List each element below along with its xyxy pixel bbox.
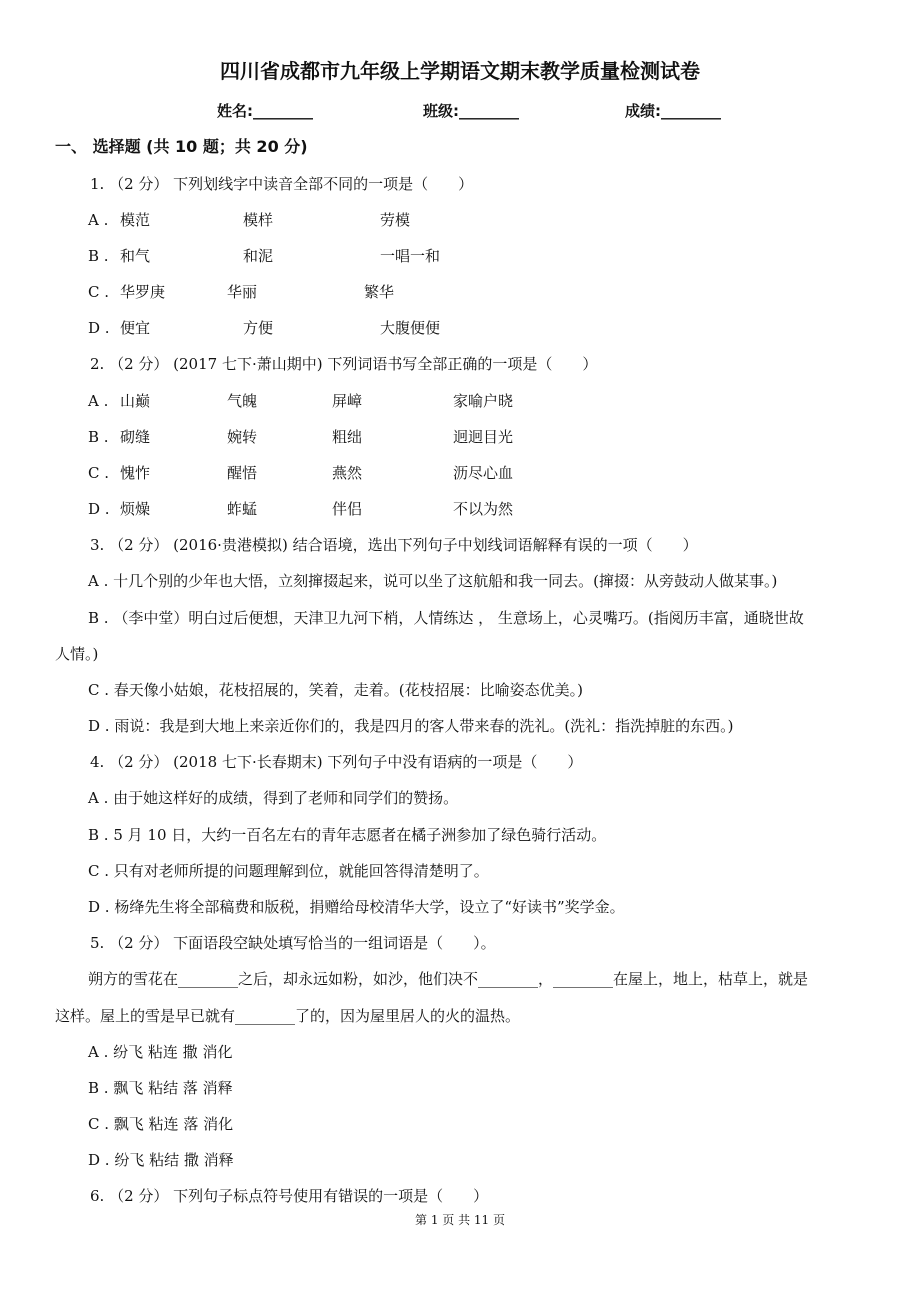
option-c[interactable]: C . 春天像小姑娘，花枝招展的，笑着，走着。(花枝招展：比喻姿态优美。)	[88, 681, 583, 699]
option-a[interactable]: A . 十几个别的少年也大悟，立刻撺掇起来，说可以坐了这航船和我一同去。(撺掇：从旁鼓动人做某事。)	[88, 572, 778, 590]
option-b[interactable]: B . 5 月 10 日，大约一百名左右的青年志愿者在橘子洲参加了绿色骑行活动。	[88, 826, 607, 844]
option-word: 模样	[243, 211, 274, 229]
option-word: 便宜	[120, 319, 151, 337]
option-word: 烦燥	[120, 500, 151, 518]
option-d[interactable]: D . 杨绛先生将全部稿费和版税，捐赠给母校清华大学，设立了“好读书”奖学金。	[88, 898, 625, 916]
option-word: 华丽	[227, 283, 258, 301]
option-word: 蚱蜢	[227, 500, 258, 518]
option-word: 醒悟	[227, 464, 258, 482]
option-label: C .	[88, 464, 110, 482]
option-word: 屏嶂	[332, 392, 363, 410]
option-word: 模范	[120, 211, 151, 229]
option-word: 和泥	[243, 247, 274, 265]
option-word: 劳模	[380, 211, 411, 229]
score-field[interactable]: 成绩:________	[625, 102, 721, 120]
option-word: 不以为然	[453, 500, 514, 518]
option-word: 砌缝	[120, 428, 151, 446]
option-word: 山巅	[120, 392, 151, 410]
option-word: 繁华	[364, 283, 395, 301]
option-label: B .	[88, 247, 109, 265]
option-label: D .	[88, 319, 110, 337]
option-label: B .	[88, 428, 109, 446]
option-word: 气魄	[227, 392, 258, 410]
option-c[interactable]: C . 飘飞 粘连 落 消化	[88, 1115, 234, 1133]
page-footer: 第 1 页 共 11 页	[415, 1213, 505, 1227]
option-b[interactable]: B . （李中堂）明白过后便想，天津卫九河下梢，人情练达 ， 生意场上，心灵嘴巧。(指阅历丰富，通晓世故	[88, 609, 804, 627]
class-field[interactable]: 班级:________	[423, 102, 519, 120]
page-title: 四川省成都市九年级上学期语文期末教学质量检测试卷	[220, 59, 700, 83]
option-word: 粗绌	[332, 428, 363, 446]
passage-line: 这样。屋上的雪是早已就有________了的，因为屋里居人的火的温热。	[55, 1007, 521, 1025]
option-word: 沥尽心血	[453, 464, 514, 482]
option-word: 方便	[243, 319, 274, 337]
question-stem: 5. （2 分） 下面语段空缺处填写恰当的一组词语是（ ）。	[90, 934, 496, 952]
option-word: 愧怍	[120, 464, 151, 482]
name-field[interactable]: 姓名:________	[217, 102, 313, 120]
option-b-continuation[interactable]: 人情。)	[55, 645, 99, 663]
option-word: 一唱一和	[380, 247, 441, 265]
option-label: C .	[88, 283, 110, 301]
option-b[interactable]: B . 飘飞 粘结 落 消释	[88, 1079, 233, 1097]
option-word: 和气	[120, 247, 151, 265]
option-label: D .	[88, 500, 110, 518]
option-word: 燕然	[332, 464, 363, 482]
option-label: A .	[88, 211, 109, 229]
option-a[interactable]: A . 由于她这样好的成绩，得到了老师和同学们的赞扬。	[88, 789, 459, 807]
question-stem: 6. （2 分） 下列句子标点符号使用有错误的一项是（ ）	[90, 1187, 489, 1205]
option-word: 家喻户晓	[453, 392, 514, 410]
question-stem: 3. （2 分） (2016·贵港模拟) 结合语境，选出下列句子中划线词语解释有误的一项（ ）	[90, 536, 698, 554]
option-word: 华罗庚	[120, 283, 166, 301]
option-d[interactable]: D . 纷飞 粘结 撒 消释	[88, 1151, 234, 1169]
option-label: A .	[88, 392, 109, 410]
option-d[interactable]: D . 雨说：我是到大地上来亲近你们的，我是四月的客人带来春的洗礼。(洗礼：指洗掉脏的东西。)	[88, 717, 734, 735]
passage-line: 朔方的雪花在________之后，却永远如粉，如沙，他们决不________，________在屋上，地上，枯草上，就是	[88, 970, 809, 988]
question-stem: 1. （2 分） 下列划线字中读音全部不同的一项是（ ）	[90, 175, 474, 193]
option-c[interactable]: C . 只有对老师所提的问题理解到位，就能回答得清楚明了。	[88, 862, 489, 880]
section-heading: 一、 选择题 (共 10 题；共 20 分)	[55, 137, 308, 156]
option-word: 迥迥目光	[453, 428, 514, 446]
option-word: 婉转	[227, 428, 258, 446]
option-word: 伴侣	[332, 500, 363, 518]
question-stem: 4. （2 分） (2018 七下·长春期末) 下列句子中没有语病的一项是（ ）	[90, 753, 583, 771]
option-word: 大腹便便	[380, 319, 441, 337]
question-stem: 2. （2 分） (2017 七下·萧山期中) 下列词语书写全部正确的一项是（ ）	[90, 355, 598, 373]
option-a[interactable]: A . 纷飞 粘连 撒 消化	[88, 1043, 233, 1061]
